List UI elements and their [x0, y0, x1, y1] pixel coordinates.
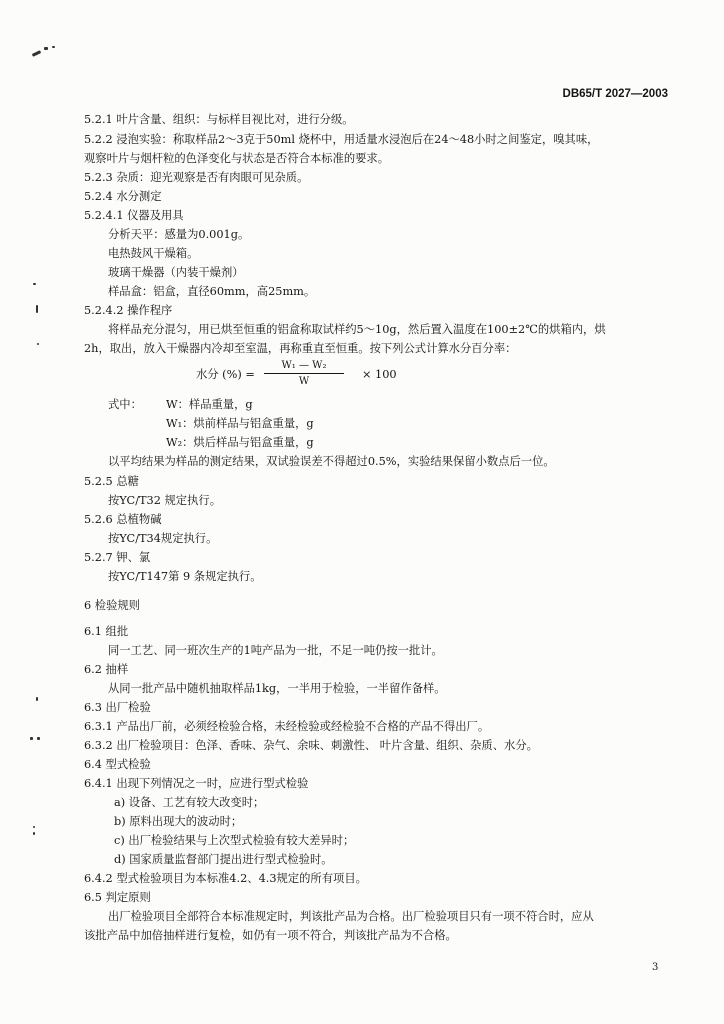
- scan-speck: [52, 46, 55, 48]
- procedure-line-2: 2h，取出，放入干燥器内冷却至室温，再称重直至恒重。按下列公式计算水分百分率：: [84, 342, 517, 355]
- clause-6-2-body: 从同一批产品中随机抽取样品1kg，一半用于检验，一半留作备样。: [108, 682, 446, 695]
- page-number: 3: [652, 962, 659, 973]
- clause-5-2-4: 5.2.4 水分测定: [84, 190, 162, 203]
- clause-6-4-2: 6.4.2 型式检验项目为本标准4.2、4.3规定的所有项目。: [84, 872, 367, 885]
- clause-5-2-5: 5.2.5 总糖: [84, 475, 139, 488]
- clause-5-2-6: 5.2.6 总植物碱: [84, 513, 162, 526]
- scan-speck: [37, 737, 40, 740]
- equipment-sample-box: 样品盒：铝盒，直径60mm，高25mm。: [108, 285, 316, 298]
- scan-speck: [33, 283, 36, 285]
- formula-fraction: [264, 360, 344, 388]
- scan-speck: [44, 47, 48, 50]
- where-w2: W₂：烘后样品与铝盒重量，g: [166, 436, 314, 449]
- scan-speck: [33, 832, 35, 835]
- clause-5-2-3: 5.2.3 杂质：迎光观察是否有肉眼可见杂质。: [84, 171, 309, 184]
- clause-5-2-2-cont: 观察叶片与烟杆粒的色泽变化与状态是否符合本标准的要求。: [84, 152, 390, 165]
- scan-speck: [36, 697, 38, 701]
- equipment-balance: 分析天平：感量为0.001g。: [108, 228, 250, 241]
- list-item-b: b) 原料出现大的波动时；: [114, 815, 243, 828]
- formula-denominator: W: [298, 376, 310, 387]
- clause-5-2-1: 5.2.1 叶片含量、组织：与标样目视比对，进行分级。: [84, 113, 354, 126]
- document-id-header: DB65/T 2027—2003: [562, 88, 668, 100]
- scan-speck: [37, 343, 39, 345]
- section-6-heading: 6 检验规则: [84, 599, 140, 612]
- clause-6-3-2: 6.3.2 出厂检验项目：色泽、香味、杂气、余味、刺激性、 叶片含量、组织、杂质、水分。: [84, 739, 538, 752]
- fraction-bar: [264, 373, 344, 374]
- procedure-line-1: 将样品充分混匀，用已烘至恒重的铝盒称取试样约5～10g，然后置入温度在100±2℃的烘箱内，烘: [108, 323, 606, 336]
- result-statement: 以平均结果为样品的测定结果，双试验误差不得超过0.5%，实验结果保留小数点后一位。: [108, 455, 555, 468]
- clause-5-2-5-body: 按YC/T32 规定执行。: [108, 494, 221, 507]
- equipment-oven: 电热鼓风干燥箱。: [108, 247, 199, 260]
- clause-5-2-7: 5.2.7 钾、氯: [84, 551, 151, 564]
- clause-5-2-4-2: 5.2.4.2 操作程序: [84, 304, 173, 317]
- formula-numerator: W₁ — W₂: [281, 360, 327, 371]
- clause-6-4: 6.4 型式检验: [84, 758, 151, 771]
- formula-rhs: × 100: [362, 368, 397, 381]
- list-item-a: a) 设备、工艺有较大改变时；: [114, 796, 265, 809]
- where-w1: W₁：烘前样品与铝盒重量，g: [166, 417, 314, 430]
- judgement-line-2: 该批产品中加倍抽样进行复检，如仍有一项不符合，判该批产品为不合格。: [84, 929, 457, 942]
- clause-6-5: 6.5 判定原则: [84, 891, 151, 904]
- clause-6-4-1: 6.4.1 出现下列情况之一时，应进行型式检验: [84, 777, 309, 790]
- list-item-c: c) 出厂检验结果与上次型式检验有较大差异时；: [114, 834, 355, 847]
- clause-5-2-7-body: 按YC/T147第 9 条规定执行。: [108, 570, 262, 583]
- where-label: 式中：: [108, 398, 142, 411]
- clause-6-2: 6.2 抽样: [84, 663, 129, 676]
- clause-5-2-6-body: 按YC/T34规定执行。: [108, 532, 218, 545]
- clause-5-2-4-1: 5.2.4.1 仪器及用具: [84, 209, 184, 222]
- clause-6-3-1: 6.3.1 产品出厂前，必须经检验合格，未经检验或经检验不合格的产品不得出厂。: [84, 720, 490, 733]
- clause-6-1: 6.1 组批: [84, 625, 129, 638]
- list-item-d: d) 国家质量监督部门提出进行型式检验时。: [114, 853, 333, 866]
- clause-6-3: 6.3 出厂检验: [84, 701, 151, 714]
- scan-speck: [30, 737, 33, 740]
- clause-5-2-2: 5.2.2 浸泡实验：称取样品2～3克于50ml 烧杯中，用适量水浸泡后在24～48小时之间鉴定，嗅其味，: [84, 133, 599, 146]
- scan-speck: [32, 50, 41, 57]
- judgement-line-1: 出厂检验项目全部符合本标准规定时，判该批产品为合格。出厂检验项目只有一项不符合时，应从: [108, 910, 594, 923]
- clause-6-1-body: 同一工艺、同一班次生产的1吨产品为一批，不足一吨仍按一批计。: [108, 644, 443, 657]
- where-w: W：样品重量，g: [166, 398, 253, 411]
- equipment-desiccator: 玻璃干燥器（内装干燥剂）: [108, 266, 244, 279]
- formula-lhs: 水分 (%) =: [196, 368, 255, 381]
- scan-speck: [36, 305, 38, 313]
- scan-speck: [33, 826, 35, 828]
